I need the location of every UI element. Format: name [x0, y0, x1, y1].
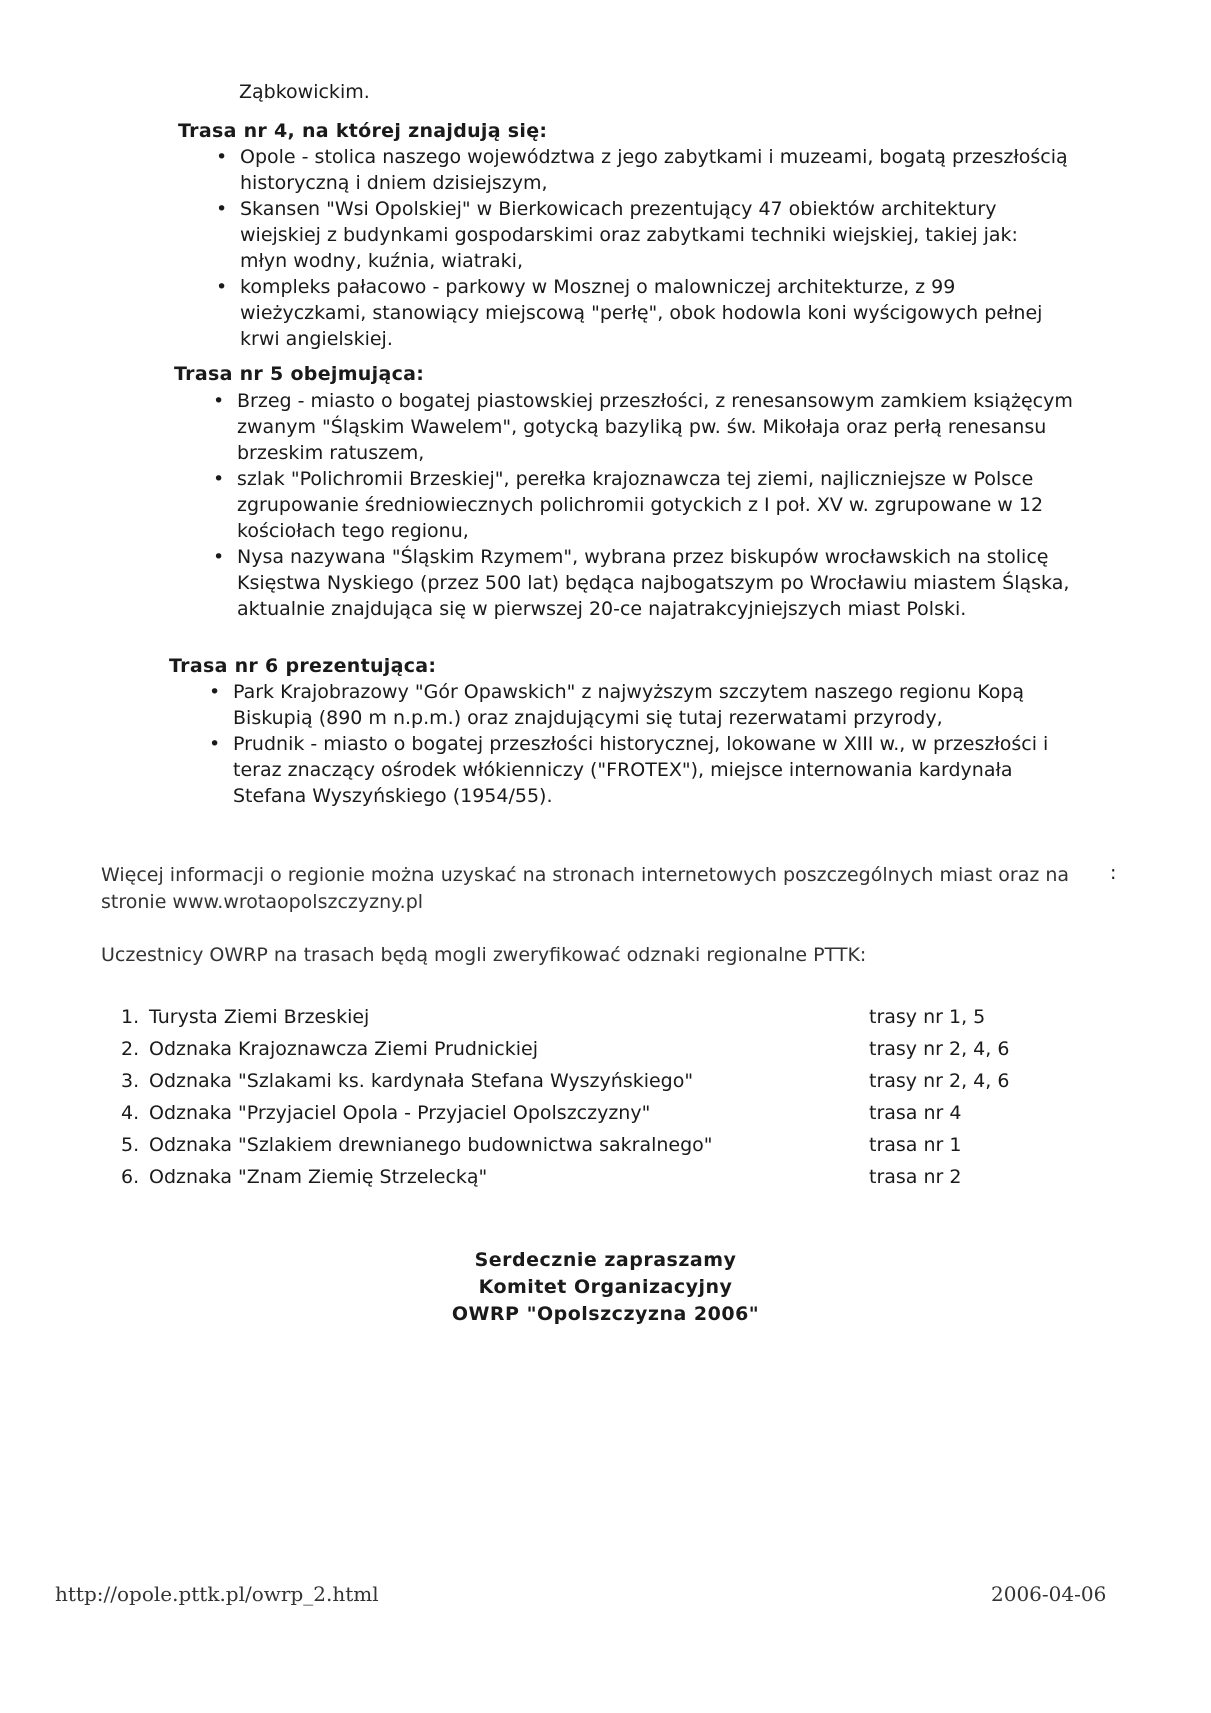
list-item: • kompleks pałacowo - parkowy w Mosznej o malowniczej architekturze, z 99 wieżyczkami, stanowiący miejscową "perłę", obok hodowla koni wyścigowych pełnej krwi angielskiej. [216, 276, 1043, 350]
badge-row: 6. Odznaka "Znam Ziemię Strzelecką" trasa nr 2 [121, 1166, 962, 1188]
route-4-heading: Trasa nr 4, na której znajdują się: [178, 120, 548, 142]
bullet-icon: • [213, 546, 225, 568]
more-info-paragraph: Więcej informacji o regionie można uzyskać na stronach internetowych poszczególnych miast oraz na stronie www.wrotaopolszczyzny.pl [101, 864, 1070, 913]
closing-block [0, 1247, 1211, 1328]
bullet-icon: • [209, 733, 221, 755]
closing-line: Komitet Organizacyjny [478, 1276, 733, 1298]
badge-row: 3. Odznaka "Szlakami ks. kardynała Stefana Wyszyńskiego" trasy nr 2, 4, 6 [121, 1070, 1010, 1092]
route-5-heading: Trasa nr 5 obejmująca: [174, 363, 425, 385]
footer-url: http://opole.pttk.pl/owrp_2.html [55, 1582, 379, 1606]
list-item: • Nysa nazywana "Śląskim Rzymem", wybrana przez biskupów wrocławskich na stolicę Księstwa Nyskiego (przez 500 lat) będąca najbogatszym po Wrocławiu miastem Śląska, aktualnie znajdująca się w pierwszej 20-ce najatrakcyjniejszych miast Polski. [213, 546, 1070, 620]
bullet-icon: • [216, 276, 228, 298]
list-item: • szlak "Polichromii Brzeskiej", perełka krajoznawcza tej ziemi, najliczniejsze w Polsce zgrupowanie średniowiecznych polichromii gotyckich z I poł. XV w. zgrupowane w 12 kościołach tego regionu, [213, 468, 1044, 542]
closing-line: OWRP "Opolszczyzna 2006" [451, 1303, 760, 1325]
badge-row: 5. Odznaka "Szlakiem drewnianego budownictwa sakralnego" trasa nr 1 [121, 1134, 962, 1156]
bullet-icon: • [209, 681, 221, 703]
badge-row: 1. Turysta Ziemi Brzeskiej trasy nr 1, 5 [121, 1006, 986, 1028]
bullet-icon: • [216, 146, 228, 168]
badges-list [121, 1001, 1041, 1193]
list-item: • Skansen "Wsi Opolskiej" w Bierkowicach prezentujący 47 obiektów architektury wiejskiej z budynkami gospodarskimi oraz zabytkami techniki wiejskiej, takiej jak: młyn wodny, kuźnia, wiatraki, [216, 198, 1018, 272]
intro-continuation: Ząbkowickim. [239, 81, 370, 103]
route-5-list [213, 388, 1083, 622]
list-item: • Brzeg - miasto o bogatej piastowskiej przeszłości, z renesansowym zamkiem książęcym zwanym "Śląskim Wawelem", gotycką bazyliką pw. św. Mikołaja oraz perłą renesansu brzeskim ratuszem, [213, 390, 1073, 464]
list-item: • Prudnik - miasto o bogatej przeszłości historycznej, lokowane w XIII w., w przeszłości i teraz znaczący ośrodek włókienniczy ("FROTEX"), miejsce internowania kardynała Stefana Wyszyńskiego (1954/55). [209, 733, 1049, 807]
bullet-icon: • [213, 390, 225, 412]
bullet-icon: • [216, 198, 228, 220]
badge-row: 4. Odznaka "Przyjaciel Opola - Przyjaciel Opolszczyzny" trasa nr 4 [121, 1102, 962, 1124]
badges-intro: Uczestnicy OWRP na trasach będą mogli zweryfikować odznaki regionalne PTTK: [101, 944, 867, 966]
list-item: • Park Krajobrazowy "Gór Opawskich" z najwyższym szczytem naszego regionu Kopą Biskupią (890 m n.p.m.) oraz znajdującymi się tutaj rezerwatami przyrody, [209, 681, 1025, 729]
route-4-list [216, 144, 1070, 352]
bullet-icon: • [213, 468, 225, 490]
list-item: • Opole - stolica naszego województwa z jego zabytkami i muzeami, bogatą przeszłością historyczną i dniem dzisiejszym, [216, 146, 1068, 194]
badge-row: 2. Odznaka Krajoznawcza Ziemi Prudnickiej trasy nr 2, 4, 6 [121, 1038, 1010, 1060]
route-6-heading: Trasa nr 6 prezentująca: [169, 655, 437, 677]
closing-line: Serdecznie zapraszamy [474, 1249, 737, 1271]
margin-mark: : [1110, 862, 1117, 884]
footer-date: 2006-04-06 [991, 1582, 1107, 1606]
route-6-list [209, 679, 1079, 809]
